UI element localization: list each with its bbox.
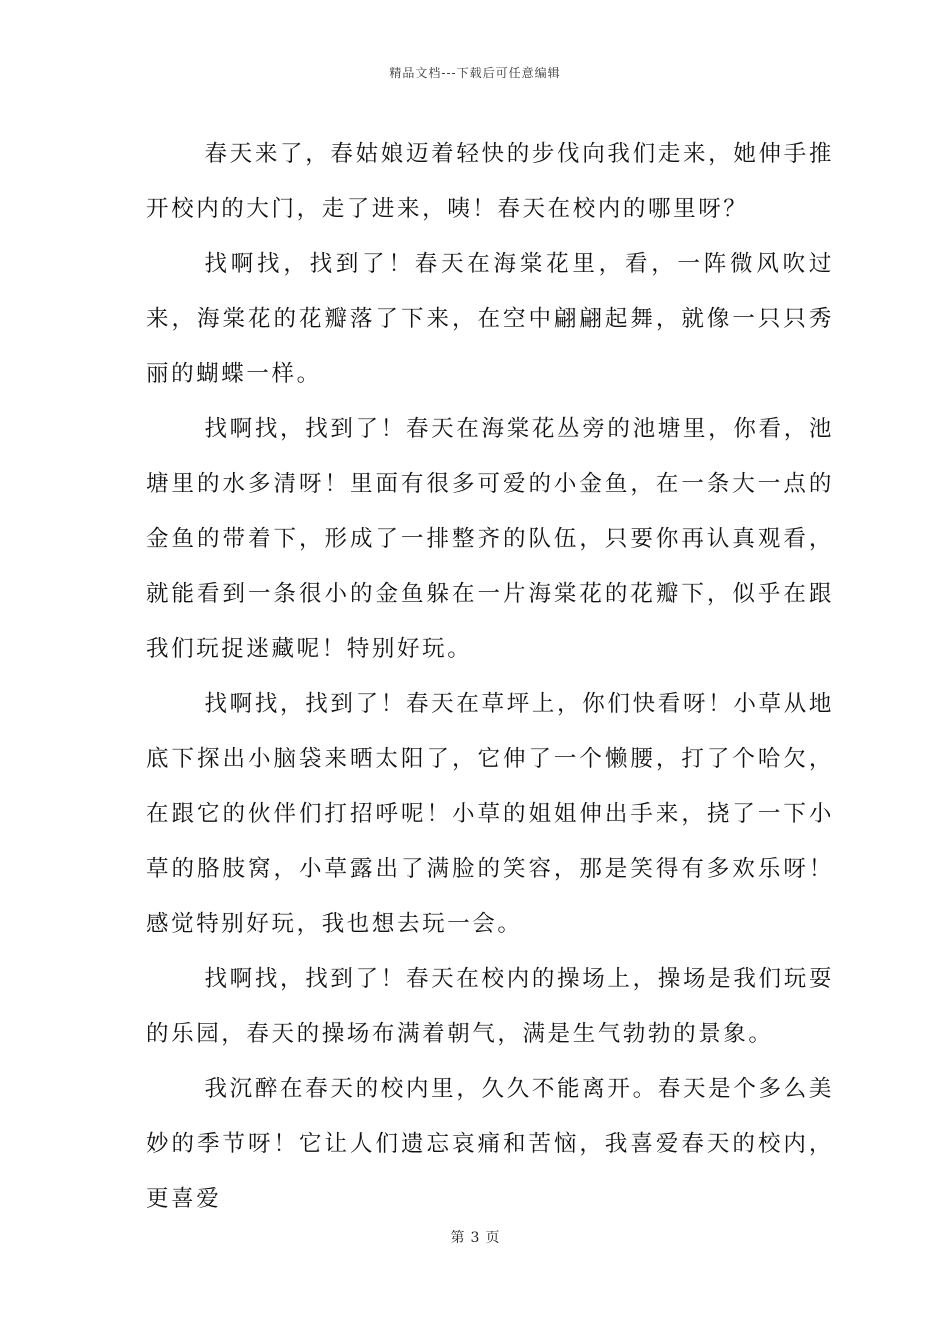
page-number-suffix: 页 [485,1230,500,1246]
page-footer [0,1227,950,1247]
paragraph-4: 找啊找，找到了！春天在草坪上，你们快看呀！小草从地底下探出小脑袋来晒太阳了，它伸了一个懒腰，打了个哈欠，在跟它的伙伴们打招呼呢！小草的姐姐伸出手来，挠了一下小草的胳肢窝，小草露出了满脸的笑容，那是笑得有多欢乐呀！感觉特别好玩，我也想去玩一会。 [146,691,834,937]
page-number: 3 [470,1230,480,1246]
paragraph-2: 找啊找，找到了！春天在海棠花里，看，一阵微风吹过来，海棠花的花瓣落了下来，在空中翩翩起舞，就像一只只秀丽的蝴蝶一样。 [146,251,834,387]
page-header: 精品文档---下载后可任意编辑 [389,66,561,80]
paragraph-3: 找啊找，找到了！春天在海棠花丛旁的池塘里，你看，池塘里的水多清呀！里面有很多可爱的小金鱼，在一条大一点的金鱼的带着下，形成了一排整齐的队伍，只要你再认真观看，就能看到一条很小的金鱼躲在一片海棠花的花瓣下，似乎在跟我们玩捉迷藏呢！特别好玩。 [146,416,834,662]
paragraph-1: 春天来了，春姑娘迈着轻快的步伐向我们走来，她伸手推开校内的大门，走了进来，咦！春天在校内的哪里呀？ [146,141,834,222]
document-body [146,127,834,1227]
paragraph-5: 找啊找，找到了！春天在校内的操场上，操场是我们玩耍的乐园，春天的操场布满着朝气，满是生气勃勃的景象。 [146,966,834,1047]
page-number-prefix: 第 [450,1230,465,1246]
paragraph-6: 我沉醉在春天的校内里，久久不能离开。春天是个多么美妙的季节呀！它让人们遗忘哀痛和苦恼，我喜爱春天的校内，更喜爱 [146,1076,834,1212]
